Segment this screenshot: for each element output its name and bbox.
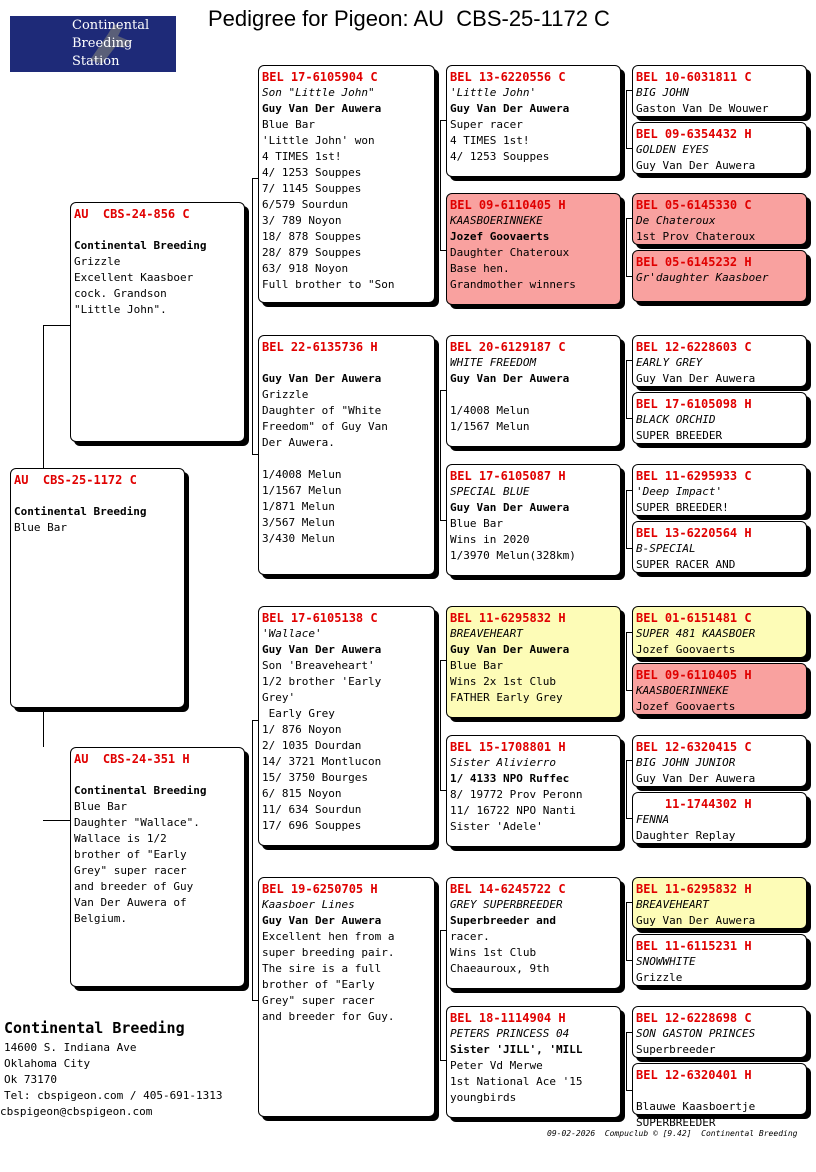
page-title: Pedigree for Pigeon: AU CBS-25-1172 C [208,6,610,31]
info-line: Jozef Goovaerts [450,230,550,243]
info-line: 3/ 789 Noyon [262,214,342,227]
pigeon-card-ds [258,606,435,846]
info-line: 1st Prov Chateroux [636,230,756,243]
info-line: SUPERBREEDER [636,1116,716,1129]
pigeon-name: SNOWWHITE [636,955,696,968]
info-line: Guy Van Der Auwera [636,372,756,385]
ring-number: BEL 12-6228603 C [636,340,752,354]
address-line: 14600 S. Indiana Ave [4,1041,137,1054]
pigeon-name: PETERS PRINCESS 04 [450,1027,570,1040]
info-line: Blue Bar [14,521,67,534]
pigeon-name: SPECIAL BLUE [450,485,530,498]
ring-number: BEL 13-6220564 H [636,526,752,540]
info-line: Super racer [450,118,523,131]
pigeon-card-sss [446,65,621,177]
pigeon-card-g6 [632,392,807,444]
info-line: Freedom" of Guy Van [262,420,388,433]
connector-line [440,660,441,790]
pigeon-name: KAASBOERINNEKE [450,214,543,227]
pigeon-card-g10 [632,663,807,715]
info-line: Grandmother winners [450,278,576,291]
footer-text: 09-02-2026 Compuclub © [9.42] Continental Breeding [547,1129,798,1138]
info-line: Gaston Van De Wouwer [636,102,769,115]
info-line: super breeding pair. [262,946,395,959]
info-line: Wins 1st Club [450,946,537,959]
connector-line [626,218,627,276]
owner-address-block [0,1018,223,1120]
connector-line [43,325,70,326]
info-line: Guy Van Der Auwera [262,372,382,385]
connector-line [626,148,632,149]
pigeon-name: WHITE FREEDOM [450,356,537,369]
info-line: Grey" super racer [262,994,375,1007]
connector-line [252,178,253,454]
pigeon-name: SUPER 481 KAASBOER [636,627,756,640]
info-line: Blue Bar [450,517,503,530]
info-line: Belgium. [74,912,127,925]
ring-number: BEL 12-6320415 C [636,740,752,754]
pigeon-name: BIG JOHN JUNIOR [636,756,736,769]
connector-line [626,418,632,419]
connector-line [440,790,446,791]
pigeon-name: De Chateroux [636,214,716,227]
info-line: 2/ 1035 Dourdan [262,739,362,752]
pigeon-name: Son "Little John" [262,86,375,99]
info-line: The sire is a full [262,962,382,975]
connector-line [626,548,632,549]
info-line: 6/579 Sourdun [262,198,349,211]
info-line: FATHER Early Grey [450,691,563,704]
connector-line [440,120,446,121]
pigeon-card-g9 [632,606,807,658]
connector-line [252,720,253,1000]
pigeon-name: Sister Alivierro [450,756,556,769]
pigeon-card-g3 [632,193,807,245]
pigeon-name: B-SPECIAL [636,542,696,555]
info-line: 3/567 Melun [262,516,335,529]
info-line: Peter Vd Merwe [450,1059,543,1072]
ring-number: BEL 01-6151481 C [636,611,752,625]
connector-line [252,178,258,179]
info-line: Guy Van Der Auwera [262,643,382,656]
info-line: Base hen. [450,262,510,275]
connector-line [626,490,632,491]
info-line: brother of "Early [74,848,187,861]
pigeon-card-sire [70,202,245,442]
connector-line [43,325,44,468]
info-line: and breeder for Guy. [262,1010,395,1023]
connector-line [440,930,446,931]
connector-line [440,390,441,520]
pigeon-card-g12 [632,792,807,844]
ring-number: BEL 14-6245722 C [450,882,566,896]
pigeon-card-g14 [632,934,807,986]
ring-number: AU CBS-24-856 C [74,207,190,221]
logo-line-1: Continental [72,18,150,33]
pigeon-name: SON GASTON PRINCES [636,1027,756,1040]
info-line: Guy Van Der Auwera [450,102,570,115]
info-line: 3/430 Melun [262,532,335,545]
info-line: 4/ 1253 Souppes [262,166,362,179]
info-line: Wins in 2020 [450,533,530,546]
info-line: 1/ 4133 NPO Ruffec [450,772,570,785]
info-line: 4 TIMES 1st! [262,150,342,163]
pigeon-card-g16 [632,1063,807,1129]
ring-number: BEL 11-6295933 C [636,469,752,483]
ring-number: BEL 22-6135736 H [262,340,378,354]
ring-number: BEL 10-6031811 C [636,70,752,84]
pigeon-card-dds [446,877,621,989]
email-line: cbspigeon@cbspigeon.com [0,1105,153,1118]
info-line: Jozef Goovaerts [636,643,736,656]
info-line: Grizzle [74,255,121,268]
connector-line [626,760,632,761]
info-line: Grizzle [636,971,683,984]
pigeon-name: Gr'daughter Kaasboer [636,271,769,284]
logo-line-3: Station [72,54,120,69]
pigeon-card-dsd [446,735,621,847]
pigeon-card-g7 [632,464,807,516]
info-line [14,488,181,504]
connector-line [626,490,627,548]
info-line: Blue Bar [450,659,503,672]
info-line: 8/ 19772 Prov Peronn [450,788,583,801]
pigeon-name: KAASBOERINNEKE [636,684,729,697]
pigeon-name: 'Little John' [450,86,537,99]
pigeon-card-sd [258,335,435,575]
info-line: Sister 'Adele' [450,820,543,833]
pigeon-card-g4 [632,250,807,302]
info-line: 'Little John' won [262,134,375,147]
info-line: SUPER BREEDER! [636,501,729,514]
pigeon-name [262,355,431,371]
info-line: Continental Breeding [74,239,207,252]
info-line: Der Auwera. [262,436,335,449]
info-line: Excellent hen from a [262,930,395,943]
info-line: Jozef Goovaerts [636,700,736,713]
connector-line [440,250,446,251]
connector-line [440,390,446,391]
ring-number: AU CBS-25-1172 C [14,473,137,487]
info-line: 1/ 876 Noyon [262,723,342,736]
info-line: 1/3970 Melun(328km) [450,549,576,562]
logo [10,16,176,72]
connector-line [626,360,632,361]
info-line [450,387,617,403]
pigeon-name: BREAVEHEART [636,898,709,911]
info-line: SUPER BREEDER [636,429,723,442]
info-line: 11/ 634 Sourdun [262,803,362,816]
info-line: and breeder of Guy [74,880,194,893]
connector-line [626,90,632,91]
info-line: 1/1567 Melun [262,484,342,497]
ring-number: 11-1744302 H [636,797,752,811]
connector-line [626,90,627,148]
info-line: Grizzle [262,388,309,401]
pigeon-name: BIG JOHN [636,86,689,99]
info-line: 11/ 16722 NPO Nanti [450,804,576,817]
info-line: Guy Van Der Auwera [262,914,382,927]
info-line: Blauwe Kaasboertje [636,1100,756,1113]
info-line: Superbreeder and [450,914,556,927]
info-line [74,222,241,238]
owner-name: Continental Breeding [4,1019,185,1037]
info-line: Continental Breeding [74,784,207,797]
info-line: racer. [450,930,490,943]
pigeon-card-ssd [446,193,621,305]
pigeon-name: Kaasboer Lines [262,898,355,911]
ring-number: BEL 09-6110405 H [450,198,566,212]
connector-line [626,1090,632,1091]
ring-number: AU CBS-24-351 H [74,752,190,766]
info-line: Blue Bar [262,118,315,131]
ring-number: BEL 12-6320401 H [636,1068,752,1082]
ring-number: BEL 18-1114904 H [450,1011,566,1025]
ring-number: BEL 11-6115231 H [636,939,752,953]
info-line: Daughter of "White [262,404,382,417]
ring-number: BEL 17-6105087 H [450,469,566,483]
info-line [262,451,431,467]
info-line: 1/4008 Melun [450,404,530,417]
info-line: "Little John". [74,303,167,316]
ring-number: BEL 11-6295832 H [450,611,566,625]
pigeon-card-ss [258,65,435,303]
connector-line [626,360,627,418]
info-line: Full brother to "Son [262,278,395,291]
info-line: Guy Van Der Auwera [450,643,570,656]
connector-line [626,276,632,277]
ring-number: BEL 05-6145330 C [636,198,752,212]
ring-number: BEL 17-6105904 C [262,70,378,84]
info-line: 1/1567 Melun [450,420,530,433]
connector-line [252,720,258,721]
connector-line [440,930,441,1060]
logo-line-2: Breeding [72,36,133,51]
pigeon-name: GOLDEN EYES [636,143,709,156]
info-line: Guy Van Der Auwera [450,501,570,514]
connector-line [626,1032,627,1090]
connector-line [626,960,632,961]
ring-number: BEL 13-6220556 C [450,70,566,84]
info-line: SUPER RACER AND [636,558,736,571]
info-line: 18/ 878 Souppes [262,230,362,243]
info-line: 1/4008 Melun [262,468,342,481]
connector-line [43,708,44,747]
info-line: Guy Van Der Auwera [450,372,570,385]
info-line: Early Grey [262,707,335,720]
info-line: Guy Van Der Auwera [636,772,756,785]
ring-number: BEL 11-6295832 H [636,882,752,896]
connector-line [43,820,70,821]
info-line: Sister 'JILL', 'MILL [450,1043,583,1056]
pigeon-card-g15 [632,1006,807,1058]
pigeon-name: FENNA [636,813,670,826]
info-line: Wins 2x 1st Club [450,675,556,688]
pigeon-card-dss [446,606,621,718]
info-line: Continental Breeding [14,505,147,518]
info-line: 14/ 3721 Montlucon [262,755,382,768]
ring-number: BEL 09-6354432 H [636,127,752,141]
connector-line [440,660,446,661]
info-line: Daughter Replay [636,829,736,842]
info-line: Daughter Chateroux [450,246,570,259]
connector-line [626,902,632,903]
ring-number: BEL 15-1708801 H [450,740,566,754]
contact-line: Tel: cbspigeon.com / 405-691-1313 [4,1089,223,1102]
info-line: Grey" super racer [74,864,187,877]
pigeon-card-g11 [632,735,807,787]
info-line: 63/ 918 Noyon [262,262,349,275]
info-line: Excellent Kaasboer [74,271,194,284]
ring-number: BEL 20-6129187 C [450,340,566,354]
pigeon-name [636,1083,803,1099]
connector-line [626,902,627,960]
connector-line [626,690,632,691]
info-line: 15/ 3750 Bourges [262,771,368,784]
connector-line [252,1000,258,1001]
info-line: Superbreeder [636,1043,716,1056]
ring-number: BEL 09-6110405 H [636,668,752,682]
pigeon-name: 'Deep Impact' [636,485,723,498]
pigeon-card-sds [446,335,621,447]
info-line: Chaeauroux, 9th [450,962,550,975]
pigeon-name: GREY SUPERBREEDER [450,898,563,911]
pigeon-card-g1 [632,65,807,117]
info-line: Guy Van Der Auwera [262,102,382,115]
info-line: 1/871 Melun [262,500,335,513]
connector-line [440,120,441,250]
pigeon-card-ddd [446,1006,621,1118]
pigeon-card-dam [70,747,245,987]
info-line: Grey' [262,691,296,704]
pigeon-name: 'Wallace' [262,627,322,640]
address-line: Ok 73170 [4,1073,57,1086]
info-line: 4 TIMES 1st! [450,134,530,147]
connector-line [252,454,258,455]
ring-number: BEL 19-6250705 H [262,882,378,896]
info-line: 4/ 1253 Souppes [450,150,550,163]
connector-line [440,1060,446,1061]
pigeon-card-g5 [632,335,807,387]
pigeon-card-subject [10,468,185,708]
info-line: Guy Van Der Auwera [636,159,756,172]
info-line: Son 'Breaveheart' [262,659,375,672]
ring-number: BEL 17-6105098 H [636,397,752,411]
info-line: 28/ 879 Souppes [262,246,362,259]
address-line: Oklahoma City [4,1057,91,1070]
info-line: 1st National Ace '15 [450,1075,583,1088]
info-line: Wallace is 1/2 [74,832,167,845]
connector-line [626,818,632,819]
info-line: 7/ 1145 Souppes [262,182,362,195]
info-line: Van Der Auwera of [74,896,187,909]
connector-line [440,520,446,521]
pigeon-name: BREAVEHEART [450,627,523,640]
info-line: youngbirds [450,1091,517,1104]
ring-number: BEL 05-6145232 H [636,255,752,269]
pigeon-card-g2 [632,122,807,174]
info-line: 17/ 696 Souppes [262,819,362,832]
info-line [74,767,241,783]
info-line: cock. Grandson [74,287,167,300]
info-line: 6/ 815 Noyon [262,787,342,800]
pigeon-card-g8 [632,521,807,573]
info-line: Daughter "Wallace". [74,816,200,829]
ring-number: BEL 17-6105138 C [262,611,378,625]
connector-line [626,632,627,690]
info-line: 1/2 brother 'Early [262,675,382,688]
info-line: Blue Bar [74,800,127,813]
pigeon-name: EARLY GREY [636,356,703,369]
connector-line [626,218,632,219]
pigeon-card-sdd [446,464,621,576]
pigeon-card-g13 [632,877,807,929]
pigeon-card-dd [258,877,435,1117]
ring-number: BEL 12-6228698 C [636,1011,752,1025]
pigeon-name: BLACK ORCHID [636,413,716,426]
info-line: Guy Van Der Auwera [636,914,756,927]
connector-line [626,632,632,633]
connector-line [626,1032,632,1033]
info-line: brother of "Early [262,978,375,991]
connector-line [626,760,627,818]
